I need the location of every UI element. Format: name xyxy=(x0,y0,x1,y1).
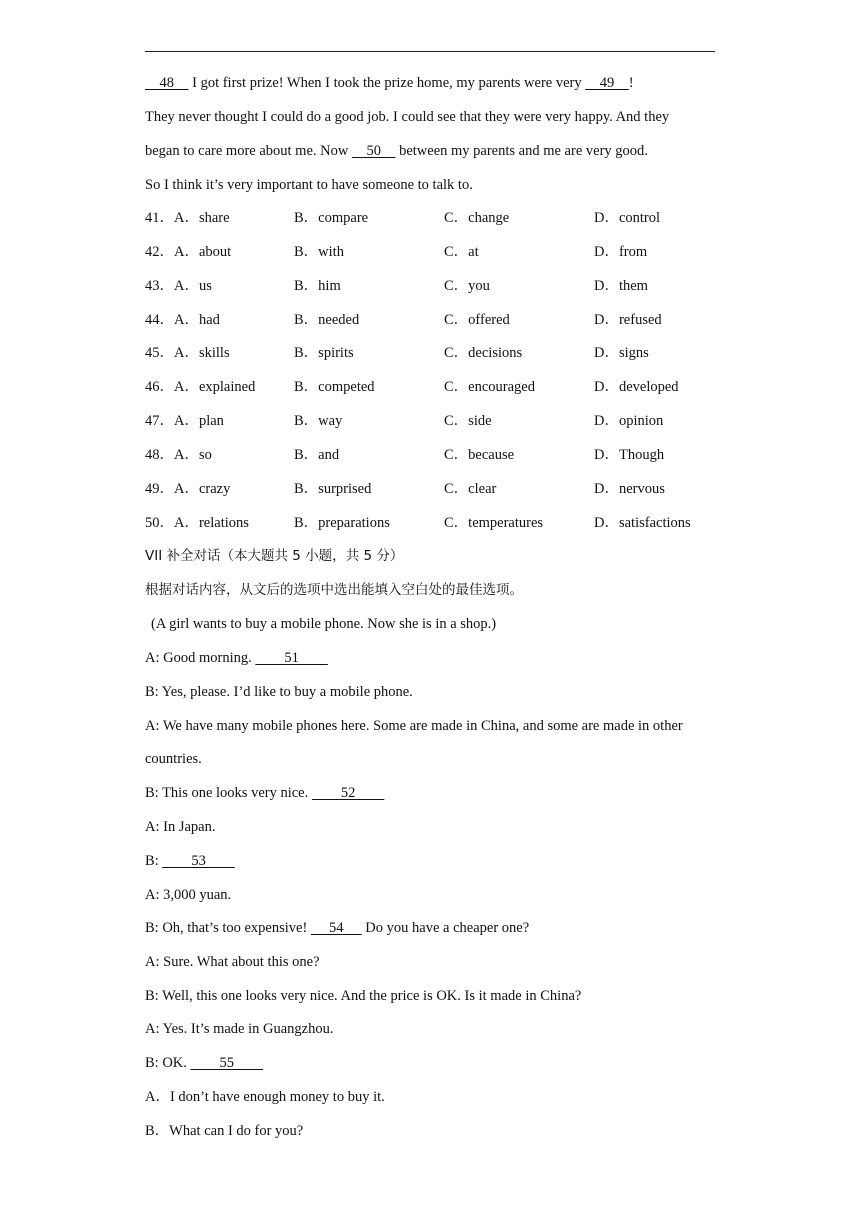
blank-48: 48 xyxy=(145,75,189,91)
option-d: D．Though xyxy=(594,447,665,463)
dialogue-line: A: Yes. It’s made in Guangzhou. xyxy=(145,1021,334,1037)
passage-line-2: They never thought I could do a good job. I could see that they were very happy. And they xyxy=(145,109,670,125)
question-row xyxy=(145,243,725,261)
option-c: C．temperatures xyxy=(444,515,544,531)
passage-text: ! xyxy=(628,75,634,91)
question-row xyxy=(145,514,725,532)
section-instruction: 根据对话内容，从文后的选项中选出能填入空白处的最佳选项。 xyxy=(145,582,523,598)
blank-50: 50 xyxy=(351,143,396,159)
question-row xyxy=(145,412,725,430)
option-a: 50．A．relations xyxy=(145,515,249,531)
dialogue-line: B: Well, this one looks very nice. And the price is OK. Is it made in China? xyxy=(145,988,582,1004)
option-d: D．signs xyxy=(594,345,649,361)
option-b: B．competed xyxy=(294,379,375,395)
option-d: D．from xyxy=(594,244,648,260)
choice-b: B．What can I do for you? xyxy=(145,1123,304,1139)
option-a: 49．A．crazy xyxy=(145,481,231,497)
option-a: 47．A．plan xyxy=(145,413,224,429)
dialogue-line: countries. xyxy=(145,751,202,767)
section-title: VII 补全对话（本大题共 5 小题，共 5 分） xyxy=(145,548,404,564)
option-d: D．developed xyxy=(594,379,679,395)
option-d: D．nervous xyxy=(594,481,665,497)
dialogue-line xyxy=(145,852,235,870)
option-b: B．spirits xyxy=(294,345,354,361)
speaker-text: B: Oh, that’s too expensive! xyxy=(145,920,311,936)
option-a: 44．A．had xyxy=(145,312,220,328)
option-b: B．way xyxy=(294,413,343,429)
option-c: C．clear xyxy=(444,481,497,497)
dialogue-context: (A girl wants to buy a mobile phone. Now she is in a shop.) xyxy=(151,616,497,632)
blank-51: 51 xyxy=(255,650,328,666)
option-b: B．compare xyxy=(294,210,369,226)
option-d: D．satisfactions xyxy=(594,515,691,531)
dialogue-line: A: In Japan. xyxy=(145,819,216,835)
dialogue-line xyxy=(145,919,529,937)
option-a: 45．A．skills xyxy=(145,345,230,361)
option-a: 48．A．so xyxy=(145,447,212,463)
passage-line-1 xyxy=(145,74,634,92)
option-a: 43．A．us xyxy=(145,278,212,294)
speaker-text: B: xyxy=(145,853,163,869)
choice-a: A．I don’t have enough money to buy it. xyxy=(145,1089,385,1105)
blank-53: 53 xyxy=(162,853,235,869)
passage-text: began to care more about me. Now xyxy=(145,143,352,159)
option-b: B．preparations xyxy=(294,515,390,531)
option-c: C．encouraged xyxy=(444,379,535,395)
question-row xyxy=(145,344,725,362)
option-b: B．surprised xyxy=(294,481,372,497)
speaker-text: B: OK. xyxy=(145,1055,191,1071)
option-b: B．him xyxy=(294,278,341,294)
dialogue-line: A: We have many mobile phones here. Some are made in China, and some are made in other xyxy=(145,718,683,734)
passage-text: between my parents and me are very good. xyxy=(395,143,648,159)
option-c: C．side xyxy=(444,413,492,429)
dialogue-line xyxy=(145,649,328,667)
header-rule xyxy=(145,51,715,52)
question-row xyxy=(145,277,725,295)
blank-49: 49 xyxy=(585,75,629,91)
option-b: B．with xyxy=(294,244,344,260)
question-row xyxy=(145,311,725,329)
passage-line-4: So I think it’s very important to have someone to talk to. xyxy=(145,177,473,193)
question-row xyxy=(145,378,725,396)
dialogue-line xyxy=(145,784,384,802)
question-row xyxy=(145,480,725,498)
dialogue-line xyxy=(145,1054,263,1072)
question-row xyxy=(145,209,725,227)
dialogue-line: A: 3,000 yuan. xyxy=(145,887,232,903)
option-c: C．you xyxy=(444,278,490,294)
option-a: 42．A．about xyxy=(145,244,232,260)
option-a: 41．A．share xyxy=(145,210,230,226)
option-d: D．control xyxy=(594,210,661,226)
passage-line-3 xyxy=(145,142,648,160)
speaker-text: A: Good morning. xyxy=(145,650,256,666)
passage-text: I got first prize! When I took the prize home, my parents were very xyxy=(188,75,586,91)
dialogue-line: A: Sure. What about this one? xyxy=(145,954,320,970)
blank-52: 52 xyxy=(311,785,385,801)
option-c: C．decisions xyxy=(444,345,523,361)
speaker-text: Do you have a cheaper one? xyxy=(361,920,530,936)
option-c: C．because xyxy=(444,447,515,463)
option-d: D．opinion xyxy=(594,413,664,429)
option-c: C．change xyxy=(444,210,510,226)
blank-54: 54 xyxy=(310,920,362,936)
blank-55: 55 xyxy=(190,1055,264,1071)
option-c: C．at xyxy=(444,244,479,260)
option-b: B．needed xyxy=(294,312,360,328)
question-row xyxy=(145,446,725,464)
speaker-text: B: This one looks very nice. xyxy=(145,785,312,801)
option-c: C．offered xyxy=(444,312,510,328)
dialogue-line: B: Yes, please. I’d like to buy a mobile phone. xyxy=(145,684,413,700)
option-d: D．them xyxy=(594,278,648,294)
option-d: D．refused xyxy=(594,312,662,328)
option-a: 46．A．explained xyxy=(145,379,256,395)
option-b: B．and xyxy=(294,447,340,463)
